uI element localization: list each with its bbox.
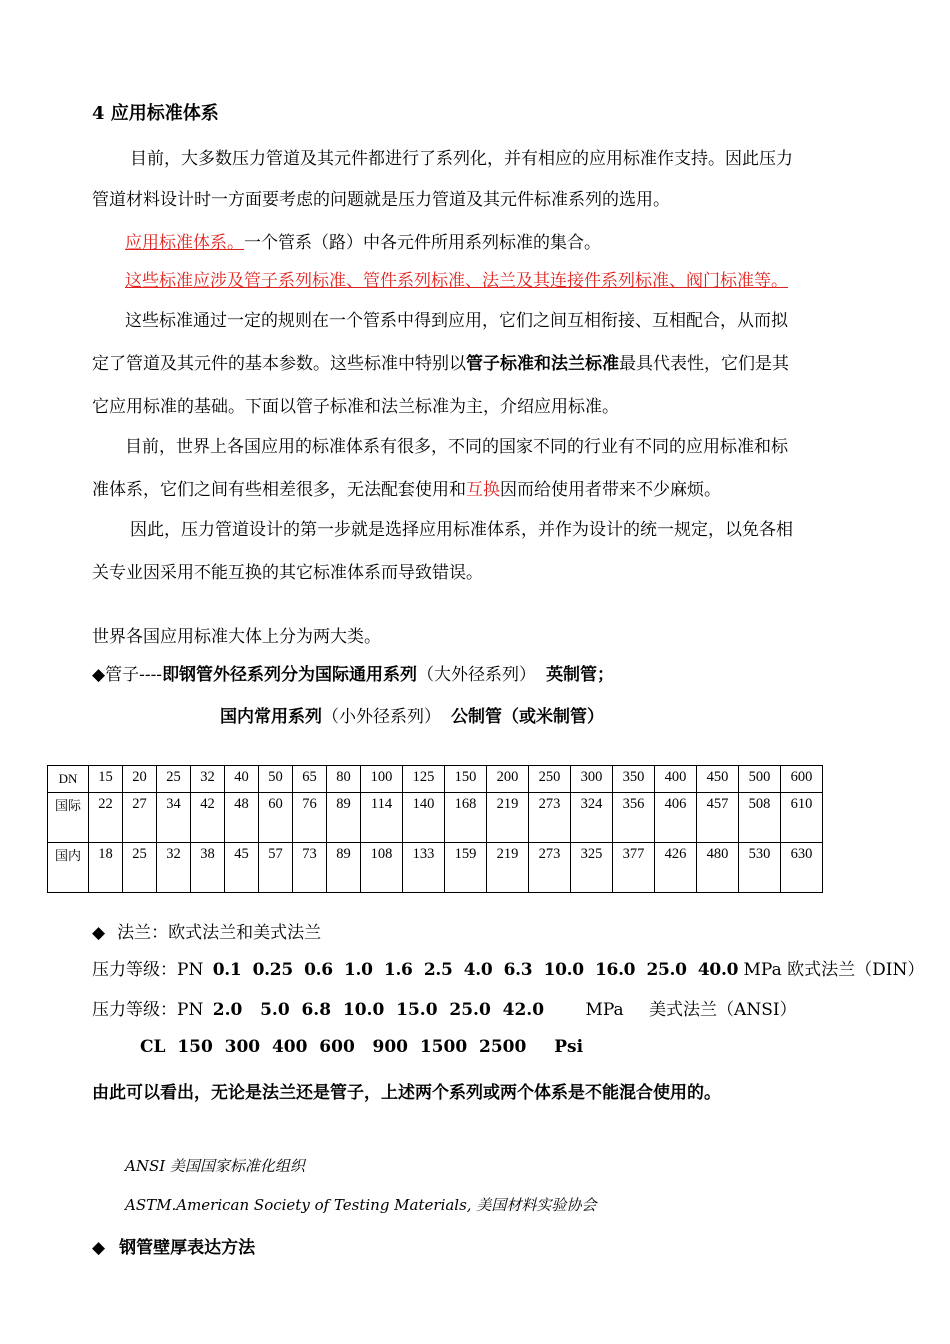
term-interchange: 互换	[466, 480, 500, 500]
class-rating-values: CL 150 300 400 600 900 1500 2500	[140, 1037, 527, 1057]
diamond-bullet-icon: ◆	[92, 665, 106, 685]
table-cell: 324	[571, 793, 613, 843]
table-cell: 273	[529, 843, 571, 893]
table-cell: 457	[697, 793, 739, 843]
table-cell: 50	[259, 766, 293, 793]
text-span: 美式法兰（ANSI）	[649, 1000, 797, 1020]
table-cell: 377	[613, 843, 655, 893]
table-cell: 27	[123, 793, 157, 843]
table-cell: 42	[191, 793, 225, 843]
class-rating-line	[140, 1037, 583, 1057]
text-span: 最具代表性，它们是其	[619, 354, 789, 374]
table-cell: 65	[293, 766, 327, 793]
table-row-label: DN	[48, 766, 89, 793]
table-cell: 73	[293, 843, 327, 893]
definition-text: 一个管系（路）中各元件所用系列标准的集合。	[244, 233, 601, 253]
table-cell: 125	[403, 766, 445, 793]
pipe-series-line-2	[220, 702, 604, 727]
text-span: 国内常用系列	[220, 707, 322, 727]
table-cell: 356	[613, 793, 655, 843]
paragraph-1-line-1: 目前，大多数压力管道及其元件都进行了系列化，并有相应的应用标准作支持。因此压力	[130, 149, 793, 169]
table-cell: 34	[157, 793, 191, 843]
table-cell: 406	[655, 793, 697, 843]
standards-scope-line: 这些标准应涉及管子系列标准、管件系列标准、法兰及其连接件系列标准、阀门标准等。	[125, 271, 788, 291]
text-span: 压力等级：PN	[92, 1000, 204, 1020]
table-cell: 80	[327, 766, 361, 793]
table-row	[48, 843, 823, 893]
table-row-label: 国际	[48, 793, 89, 843]
text-span: MPa 欧式法兰（DIN）	[743, 960, 925, 980]
table-cell: 150	[445, 766, 487, 793]
paragraph-5-line-1: 目前，世界上各国应用的标准体系有很多，不同的国家不同的行业有不同的应用标准和标	[125, 437, 788, 457]
table-cell: 500	[739, 766, 781, 793]
table-cell: 60	[259, 793, 293, 843]
flange-title-line	[92, 918, 321, 943]
table-cell: 219	[487, 793, 529, 843]
table-cell: 325	[571, 843, 613, 893]
diamond-bullet-icon: ◆	[92, 923, 106, 943]
emphasis-pipe-flange-standards: 管子标准和法兰标准	[466, 354, 619, 374]
text-span: （小外径系列）	[322, 707, 441, 727]
table-cell: 100	[361, 766, 403, 793]
table-cell: 89	[327, 843, 361, 893]
text-span: （大外径系列）	[417, 665, 537, 685]
table-cell: 15	[89, 766, 123, 793]
paragraph-5-line-2	[92, 475, 721, 500]
table-cell: 25	[123, 843, 157, 893]
text-span: 钢管壁厚表达方法	[119, 1238, 256, 1258]
table-row-label: 国内	[48, 843, 89, 893]
pipe-series-line-1	[92, 660, 614, 685]
din-pressure-line	[92, 955, 924, 980]
table-cell: 76	[293, 793, 327, 843]
table-cell: 32	[191, 766, 225, 793]
din-pressure-values: 0.1 0.25 0.6 1.0 1.6 2.5 4.0 6.3 10.0 16.0 25.0 40.0	[212, 960, 739, 980]
text-span: 定了管道及其元件的基本参数。这些标准中特别以	[92, 354, 466, 374]
section-heading: 4 应用标准体系	[92, 103, 219, 124]
table-cell: 22	[89, 793, 123, 843]
table-cell: 250	[529, 766, 571, 793]
note-astm: ASTM.American Society of Testing Materials, 美国材料实验协会	[125, 1196, 597, 1214]
table-cell: 530	[739, 843, 781, 893]
table-cell: 45	[225, 843, 259, 893]
table-cell: 350	[613, 766, 655, 793]
paragraph-1-line-2: 管道材料设计时一方面要考虑的问题就是压力管道及其元件标准系列的选用。	[92, 190, 670, 210]
term-applied-standard-system: 应用标准体系。	[125, 233, 244, 253]
text-span: Psi	[554, 1037, 584, 1057]
table-cell: 38	[191, 843, 225, 893]
table-row	[48, 793, 823, 843]
table-cell: 18	[89, 843, 123, 893]
text-span: 公制管（或米制管）	[451, 707, 604, 727]
ansi-pressure-line	[92, 995, 797, 1020]
table-cell: 25	[157, 766, 191, 793]
table-cell: 89	[327, 793, 361, 843]
note-ansi: ANSI 美国国家标准化组织	[125, 1157, 305, 1175]
table-cell: 108	[361, 843, 403, 893]
text-span: 法兰：欧式法兰和美式法兰	[117, 923, 322, 943]
text-span: 因而给使用者带来不少麻烦。	[500, 480, 721, 500]
table-cell: 273	[529, 793, 571, 843]
table-cell: 133	[403, 843, 445, 893]
table-cell: 630	[781, 843, 823, 893]
paragraph-6-line-2: 关专业因采用不能互换的其它标准体系而导致错误。	[92, 563, 483, 583]
table-cell: 400	[655, 766, 697, 793]
ansi-pressure-values: 2.0 5.0 6.8 10.0 15.0 25.0 42.0	[212, 1000, 545, 1020]
diamond-bullet-icon: ◆	[92, 1238, 106, 1258]
table-cell: 480	[697, 843, 739, 893]
table-cell: 508	[739, 793, 781, 843]
text-span: 英制管；	[546, 665, 615, 685]
table-cell: 159	[445, 843, 487, 893]
table-cell: 610	[781, 793, 823, 843]
text-span: MPa	[585, 1000, 624, 1020]
paragraph-4-line-3: 它应用标准的基础。下面以管子标准和法兰标准为主，介绍应用标准。	[92, 397, 619, 417]
table-cell: 32	[157, 843, 191, 893]
paragraph-6-line-1: 因此，压力管道设计的第一步就是选择应用标准体系，并作为设计的统一规定，以免各相	[130, 520, 793, 540]
table-cell: 426	[655, 843, 697, 893]
table-cell: 20	[123, 766, 157, 793]
table-cell: 600	[781, 766, 823, 793]
table-header-row	[48, 766, 823, 793]
table-cell: 140	[403, 793, 445, 843]
text-span: 准体系，它们之间有些相差很多，无法配套使用和	[92, 480, 466, 500]
table-cell: 200	[487, 766, 529, 793]
paragraph-4-line-1: 这些标准通过一定的规则在一个管系中得到应用，它们之间互相衔接、互相配合，从而拟	[125, 311, 788, 331]
table-cell: 114	[361, 793, 403, 843]
table-cell: 300	[571, 766, 613, 793]
table-cell: 40	[225, 766, 259, 793]
text-span: 管子----	[105, 665, 163, 685]
table-cell: 57	[259, 843, 293, 893]
table-cell: 168	[445, 793, 487, 843]
text-span: 压力等级：PN	[92, 960, 204, 980]
two-categories-line: 世界各国应用标准大体上分为两大类。	[92, 627, 381, 647]
pipe-od-table	[47, 765, 823, 893]
definition-line	[125, 228, 601, 253]
table-cell: 48	[225, 793, 259, 843]
table-cell: 219	[487, 843, 529, 893]
text-span: 即钢管外径系列分为国际通用系列	[162, 665, 418, 685]
wall-thickness-heading	[92, 1233, 255, 1258]
conclusion-line: 由此可以看出，无论是法兰还是管子，上述两个系列或两个体系是不能混合使用的。	[92, 1083, 721, 1103]
paragraph-4-line-2	[92, 349, 789, 374]
table-cell: 450	[697, 766, 739, 793]
